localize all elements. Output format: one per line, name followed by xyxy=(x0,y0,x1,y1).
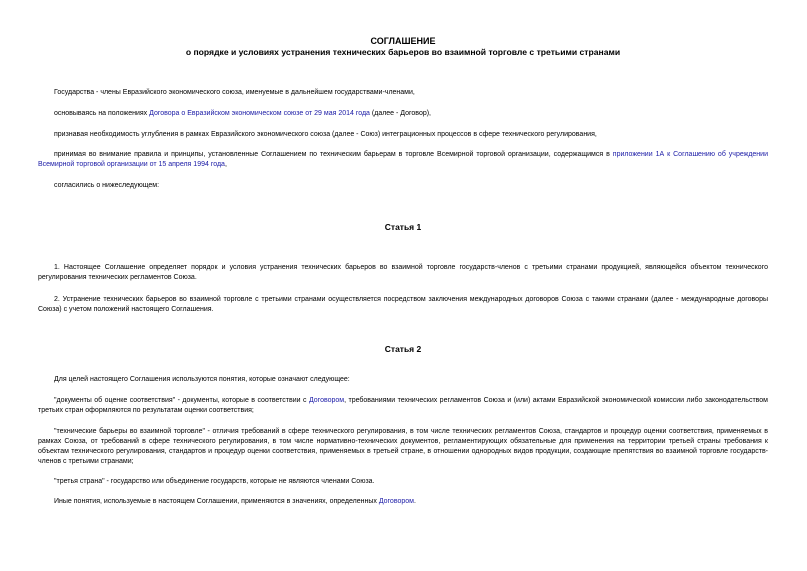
preamble-p2-text: основываясь на положениях xyxy=(54,110,150,117)
document-subtitle: о порядке и условиях устранения технических барьеров во взаимной торговле с третьими странами xyxy=(185,47,621,57)
document-title-block xyxy=(38,36,768,58)
article-2-paragraph-2 xyxy=(38,396,768,416)
preamble-paragraph-3: признавая необходимость углубления в рамках Евразийского экономического союза (далее - Союз) интеграционных процессов в сфере технического регулирования, xyxy=(54,131,597,138)
preamble-paragraph-1: Государства - члены Евразийского экономического союза, именуемые в дальнейшем государствами-членами, xyxy=(54,89,415,96)
article-2-p5-tail: . xyxy=(413,498,416,505)
preamble-p4-text: принимая во внимание правила и принципы, установленные Соглашением по техническим барьерам в торговле Всемирной торговой организации, содержащимся в xyxy=(54,151,613,158)
preamble-paragraph-2 xyxy=(38,109,768,119)
article-2-paragraph-4: "третья страна" - государство или объединение государств, которые не являются членами Союза. xyxy=(54,478,375,485)
treaty-link-2[interactable]: Договором xyxy=(308,397,345,404)
treaty-link-3[interactable]: Договором xyxy=(378,498,414,505)
preamble-p4-tail: , xyxy=(224,161,227,168)
treaty-link[interactable]: Договора о Евразийском экономическом союзе от 29 мая 2014 года xyxy=(149,110,370,117)
article-2-p2-text: "документы об оценке соответствия" - документы, которые в соответствии с xyxy=(54,397,309,404)
article-2-paragraph-5 xyxy=(38,497,768,507)
article-2-paragraph-3: "технические барьеры во взаимной торговле" - отличия требований в сфере технического регулирования, в том числе технических регламентов Союза, стандартов и процедур оценки соответствия, применяемых в рамках Союза, от требований в сфере технического регулирования, в том числе нормативно-технических документов, регламентирующих обязательные для применения на территории третьей страны требования к объектам технического регулирования, стандартов и процедур оценки соответствия, применяемых в третьей стране, в отношении однородных видов продукции, создающие препятствия во взаимной торговле государств-членов с третьими странами; xyxy=(38,428,768,465)
article-2-p2-tail: , требованиями технических регламентов Союза и (или) актами Евразийской экономической комиссии либо законодательством третьих стран оформляются по результатам оценки соответствия; xyxy=(38,397,768,414)
preamble-paragraph-5: согласились о нижеследующем: xyxy=(54,182,160,189)
article-1-paragraph-2: 2. Устранение технических барьеров во взаимной торговле с третьими странами осуществляется посредством заключения международных договоров Союза с такими странами (далее - международные договоры Союза) с учетом положений настоящего Соглашения. xyxy=(38,296,768,313)
article-2-p5-text: Иные понятия, используемые в настоящем Соглашении, применяются в значениях, определенных xyxy=(54,498,379,505)
preamble-paragraph-4 xyxy=(38,150,768,170)
article-2-heading: Статья 2 xyxy=(384,344,422,354)
article-1-heading: Статья 1 xyxy=(384,222,422,232)
wto-annex-link[interactable]: приложении 1А к Соглашению об учреждении Всемирной торговой организации от 15 апреля 1994 года xyxy=(38,151,768,168)
article-2-paragraph-1: Для целей настоящего Соглашения используются понятия, которые означают следующее: xyxy=(54,376,350,383)
preamble-p2-tail: (далее - Договор), xyxy=(369,110,432,117)
document-title: СОГЛАШЕНИЕ xyxy=(370,36,436,46)
article-1-paragraph-1: 1. Настоящее Соглашение определяет порядок и условия устранения технических барьеров во взаимной торговле государств-членов с третьими странами продукцией, являющейся объектом технического регулирования технических регламентов Союза. xyxy=(38,264,768,281)
